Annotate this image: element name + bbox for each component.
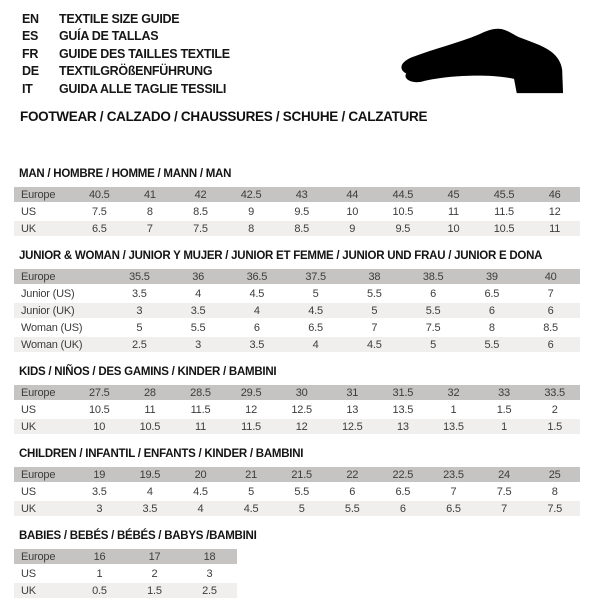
size-cell: 13.5 [428,419,479,434]
size-cell: 22.5 [378,467,429,482]
lang-label: TEXTILE SIZE GUIDE [59,12,180,26]
size-cell: 7.5 [479,484,530,499]
size-table-kids [14,383,580,436]
size-cell: 2 [529,402,580,417]
size-cell: 2.5 [182,583,237,598]
size-cell: 10 [327,204,378,219]
size-cell: 4.5 [286,303,345,318]
row-label: Europe [14,187,74,202]
size-cell: 38 [345,269,404,284]
row-label: US [14,402,74,417]
size-cell: 42.5 [226,187,277,202]
lang-code: IT [22,81,33,96]
table-row-man-uk [14,221,580,236]
size-cell: 36.5 [228,269,287,284]
size-section-children [14,447,580,518]
size-cell: 6.5 [463,286,522,301]
size-cell: 7.5 [404,320,463,335]
row-label: UK [14,583,72,598]
size-cell: 13 [378,419,429,434]
size-cell: 8.5 [521,320,580,335]
size-cell: 5.5 [327,501,378,516]
size-cell: 40 [521,269,580,284]
size-cell: 43 [276,187,327,202]
table-row-kids-europe [14,385,580,400]
section-title-junior-woman: JUNIOR & WOMAN / JUNIOR Y MUJER / JUNIOR ET FEMME / JUNIOR UND FRAU / JUNIOR E DONA [19,250,543,262]
table-row-children-us [14,484,580,499]
size-cell: 45.5 [479,187,530,202]
size-cell: 11 [125,402,176,417]
size-cell: 5.5 [463,337,522,352]
size-cell: 28 [125,385,176,400]
size-cell: 18 [182,549,237,564]
size-cell: 5 [276,501,327,516]
table-row-children-uk [14,501,580,516]
size-cell: 4.5 [226,501,277,516]
lang-code: EN [22,12,39,26]
size-cell: 39 [463,269,522,284]
size-cell: 40.5 [74,187,125,202]
size-cell: 8 [463,320,522,335]
table-row-junior-woman-europe [14,269,580,284]
size-cell: 10.5 [74,402,125,417]
section-title-kids: KIDS / NIÑOS / DES GAMINS / KINDER / BAMBINI [19,366,277,378]
size-cell: 17 [127,549,182,564]
size-cell: 10 [428,221,479,236]
lang-code: FR [22,46,39,61]
lang-row-de [22,63,230,80]
size-cell: 12 [529,204,580,219]
size-cell: 6 [327,484,378,499]
row-label: Europe [14,549,72,564]
size-cell: 19 [74,467,125,482]
lang-label: GUÍA DE TALLAS [59,29,159,44]
size-cell: 7 [479,501,530,516]
size-cell: 6 [378,501,429,516]
size-cell: 44 [327,187,378,202]
size-cell: 5 [286,286,345,301]
row-label: Junior (UK) [14,303,110,318]
size-cell: 6.5 [378,484,429,499]
size-cell: 6.5 [74,221,125,236]
size-cell: 44.5 [378,187,429,202]
size-cell: 2 [127,566,182,581]
size-tables-container [14,167,580,600]
size-cell: 31 [327,385,378,400]
size-cell: 30 [276,385,327,400]
size-cell: 3.5 [169,303,228,318]
size-cell: 23.5 [428,467,479,482]
size-cell: 4 [286,337,345,352]
size-cell: 12 [276,419,327,434]
size-cell: 9.5 [378,221,429,236]
lang-row-it [22,81,230,98]
size-cell: 27.5 [74,385,125,400]
size-cell: 8 [226,221,277,236]
size-cell: 21 [226,467,277,482]
size-cell: 0.5 [72,583,127,598]
table-row-junior-woman-woman-us [14,320,580,335]
size-cell: 16 [72,549,127,564]
size-cell: 35.5 [110,269,169,284]
size-cell: 11 [175,419,226,434]
row-label: Europe [14,467,74,482]
size-cell: 22 [327,467,378,482]
size-cell: 3 [110,303,169,318]
size-cell: 42 [175,187,226,202]
table-row-man-us [14,204,580,219]
size-cell: 7.5 [74,204,125,219]
row-label: UK [14,501,74,516]
table-row-children-europe [14,467,580,482]
size-cell: 33.5 [529,385,580,400]
lang-code: ES [22,29,39,44]
table-row-babies-uk [14,583,237,598]
size-cell: 5 [226,484,277,499]
size-cell: 10.5 [125,419,176,434]
size-cell: 10 [74,419,125,434]
size-table-junior-woman [14,267,580,354]
size-cell: 4 [169,286,228,301]
size-cell: 11.5 [175,402,226,417]
size-cell: 6 [463,303,522,318]
row-label: Woman (UK) [14,337,110,352]
size-cell: 8.5 [175,204,226,219]
size-cell: 5 [345,303,404,318]
size-cell: 6.5 [428,501,479,516]
size-section-kids [14,365,580,436]
shoe-icon [392,16,588,106]
lang-row-fr [22,46,230,63]
section-title-children: CHILDREN / INFANTIL / ENFANTS / KINDER / BAMBINI [19,448,304,460]
size-cell: 3 [74,501,125,516]
language-header [22,11,230,98]
table-row-junior-woman-woman-uk [14,337,580,352]
size-cell: 7.5 [175,221,226,236]
row-label: UK [14,419,74,434]
size-cell: 6 [521,337,580,352]
size-cell: 31.5 [378,385,429,400]
size-cell: 11 [529,221,580,236]
size-cell: 7 [521,286,580,301]
row-label: Junior (US) [14,286,110,301]
size-cell: 4.5 [175,484,226,499]
size-cell: 2.5 [110,337,169,352]
table-row-kids-uk [14,419,580,434]
lang-label: GUIDE DES TAILLES TEXTILE [59,46,230,61]
section-title-babies: BABIES / BEBÉS / BÉBÉS / BABYS /BAMBINI [19,530,257,542]
size-cell: 24 [479,467,530,482]
size-cell: 4.5 [345,337,404,352]
size-cell: 12 [226,402,277,417]
size-cell: 1.5 [529,419,580,434]
size-cell: 8 [529,484,580,499]
size-cell: 33 [479,385,530,400]
table-row-junior-woman-junior-us [14,286,580,301]
row-label: US [14,204,74,219]
row-label: Europe [14,269,110,284]
size-cell: 1 [428,402,479,417]
size-cell: 7 [428,484,479,499]
size-cell: 8.5 [276,221,327,236]
table-row-junior-woman-junior-uk [14,303,580,318]
size-cell: 5.5 [404,303,463,318]
size-cell: 9 [226,204,277,219]
size-cell: 45 [428,187,479,202]
size-cell: 5.5 [276,484,327,499]
size-cell: 3.5 [125,501,176,516]
size-cell: 7 [345,320,404,335]
size-cell: 8 [125,204,176,219]
lang-label: TEXTILGRÖßENFÜHRUNG [59,64,213,79]
size-cell: 4 [175,501,226,516]
lang-label: GUIDA ALLE TAGLIE TESSILI [59,81,227,96]
size-cell: 29.5 [226,385,277,400]
size-cell: 19.5 [125,467,176,482]
size-section-junior-woman [14,249,580,354]
size-cell: 46 [529,187,580,202]
size-cell: 5 [110,320,169,335]
size-cell: 6 [521,303,580,318]
size-cell: 36 [169,269,228,284]
size-cell: 41 [125,187,176,202]
size-table-man [14,185,580,238]
size-cell: 3 [169,337,228,352]
table-row-babies-europe [14,549,237,564]
size-cell: 9.5 [276,204,327,219]
size-cell: 5 [404,337,463,352]
size-cell: 7.5 [529,501,580,516]
size-cell: 1.5 [127,583,182,598]
size-cell: 28.5 [175,385,226,400]
size-cell: 1.5 [479,402,530,417]
size-table-children [14,465,580,518]
size-cell: 4 [125,484,176,499]
table-row-man-europe [14,187,580,202]
size-cell: 10.5 [378,204,429,219]
size-cell: 4 [228,303,287,318]
table-row-kids-us [14,402,580,417]
size-cell: 3.5 [228,337,287,352]
size-cell: 3.5 [110,286,169,301]
row-label: Europe [14,385,74,400]
size-cell: 6 [228,320,287,335]
size-table-babies [14,547,237,600]
table-row-babies-us [14,566,237,581]
size-cell: 9 [327,221,378,236]
lang-row-es [22,28,230,45]
size-cell: 6 [404,286,463,301]
size-cell: 21.5 [276,467,327,482]
size-section-man [14,167,580,238]
size-cell: 5.5 [169,320,228,335]
row-label: US [14,484,74,499]
lang-row-en [22,11,230,28]
size-cell: 5.5 [345,286,404,301]
size-cell: 3.5 [74,484,125,499]
lang-code: DE [22,64,39,79]
size-cell: 6.5 [286,320,345,335]
size-cell: 20 [175,467,226,482]
size-cell: 32 [428,385,479,400]
size-cell: 13 [327,402,378,417]
size-cell: 13.5 [378,402,429,417]
size-cell: 11.5 [479,204,530,219]
size-cell: 3 [182,566,237,581]
size-cell: 38.5 [404,269,463,284]
size-cell: 12.5 [276,402,327,417]
size-cell: 11.5 [226,419,277,434]
category-title: FOOTWEAR / CALZADO / CHAUSSURES / SCHUHE / CALZATURE [20,109,428,124]
row-label: Woman (US) [14,320,110,335]
size-cell: 37.5 [286,269,345,284]
size-cell: 7 [125,221,176,236]
size-cell: 12.5 [327,419,378,434]
size-cell: 10.5 [479,221,530,236]
size-cell: 11 [428,204,479,219]
row-label: US [14,566,72,581]
size-cell: 4.5 [228,286,287,301]
size-cell: 1 [72,566,127,581]
row-label: UK [14,221,74,236]
size-cell: 1 [479,419,530,434]
section-title-man: MAN / HOMBRE / HOMME / MANN / MAN [19,168,232,180]
size-cell: 25 [529,467,580,482]
size-section-babies [14,529,580,600]
